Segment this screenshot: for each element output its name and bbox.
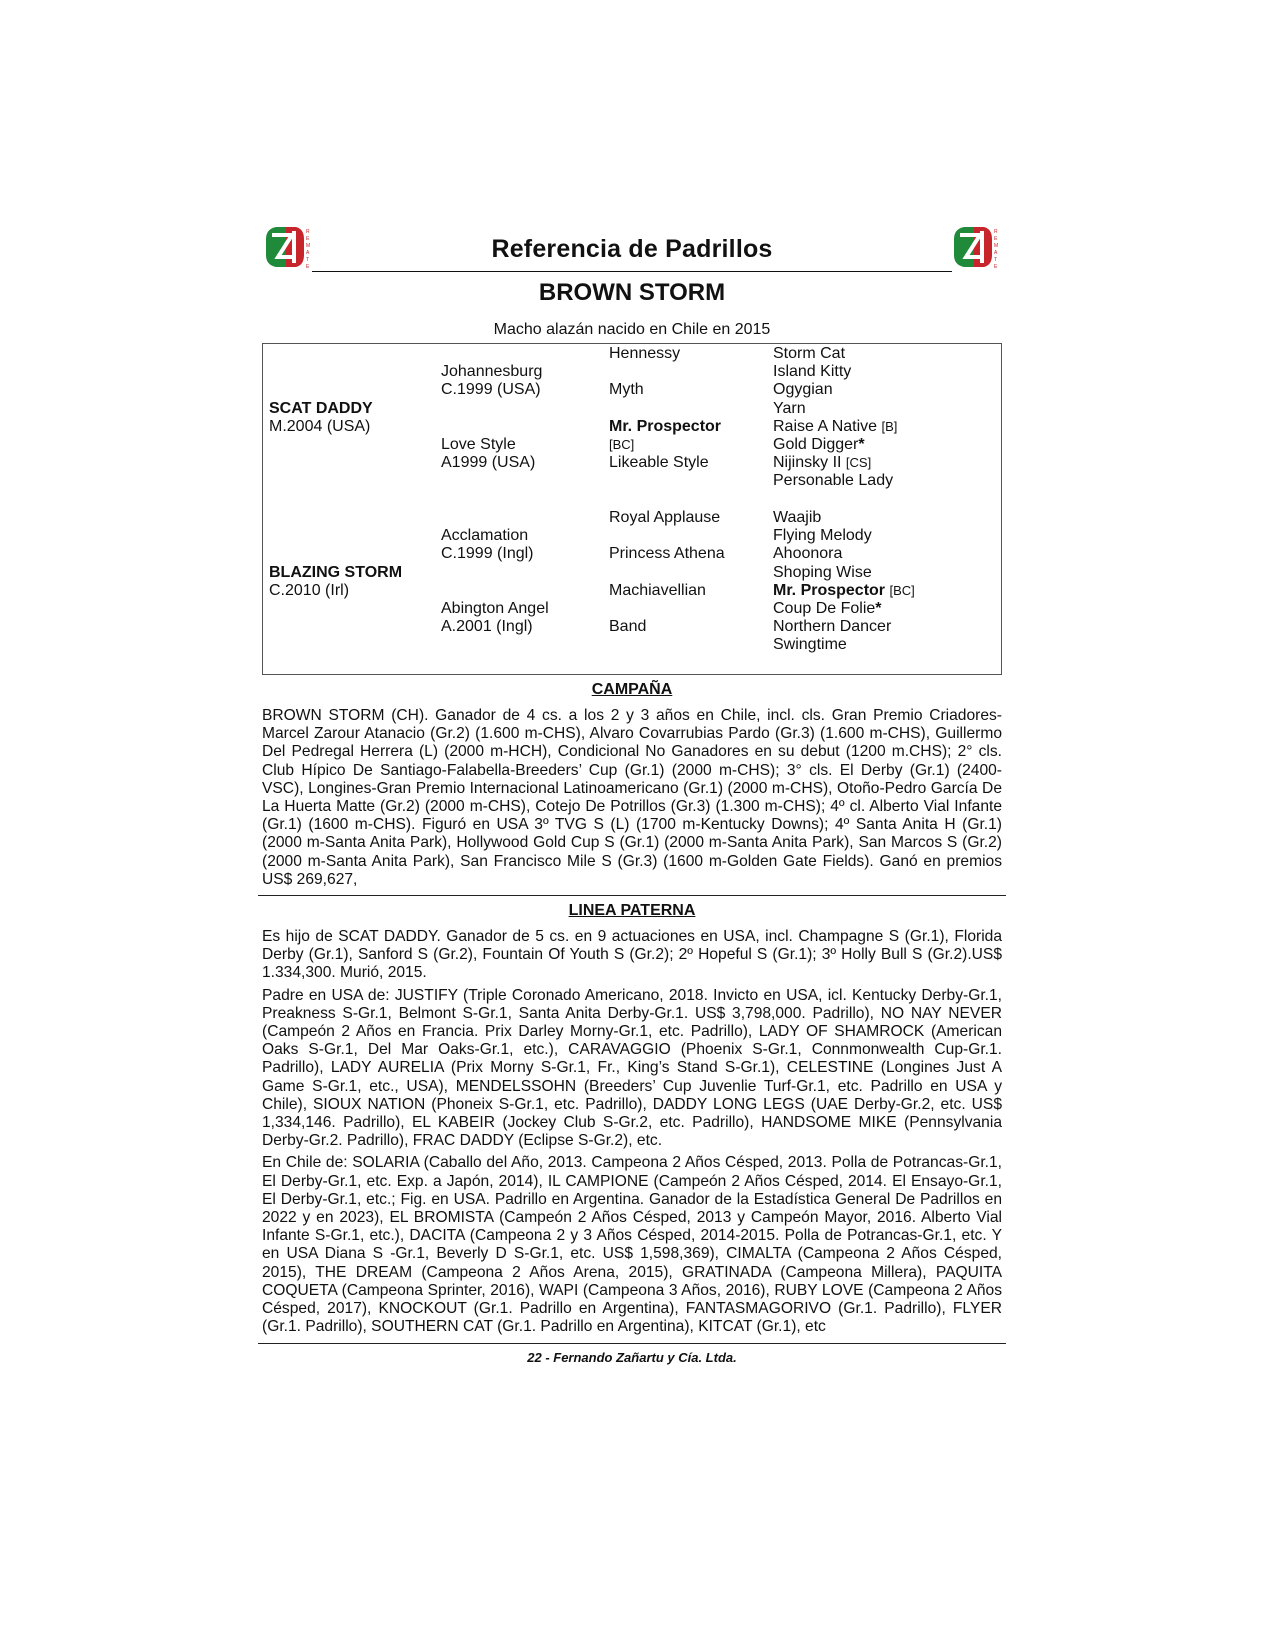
dam-dam-info: A.2001 (Ingl): [441, 618, 533, 635]
gen4-11: Ahoonora: [773, 545, 843, 562]
svg-text:E: E: [994, 264, 998, 270]
gen3-4: Likeable Style: [609, 454, 709, 471]
gen3-2: Myth: [609, 381, 644, 398]
pedigree-table: [262, 343, 1002, 675]
gen4-13-note: [BC]: [889, 583, 915, 598]
gen3-8: Band: [609, 618, 647, 635]
sire-dam-name: Love Style: [441, 436, 516, 453]
gen3-1: Hennessy: [609, 345, 681, 362]
gen4-8: Personable Lady: [773, 472, 894, 489]
gen4-7: Nijinsky II: [773, 454, 842, 471]
zj-remates-logo: [950, 223, 1002, 271]
svg-text:T: T: [994, 257, 998, 263]
svg-text:T: T: [306, 257, 310, 263]
paternal-line-heading: LINEA PATERNA: [568, 902, 696, 920]
svg-text:E: E: [306, 264, 310, 270]
gen4-9: Waajib: [773, 509, 822, 526]
page-title: Referencia de Padrillos: [491, 235, 773, 263]
gen4-3: Ogygian: [773, 381, 833, 398]
gen3-7: Machiavellian: [609, 582, 706, 599]
gen4-10: Flying Melody: [773, 527, 872, 544]
campaign-text: BROWN STORM (CH). Ganador de 4 cs. a los 2 y 3 años en Chile, incl. cls. Gran Premio Criadores-Marcel Zarour Atanacio (Gr.2) (1.600 m-CHS), Alvaro Covarrubias Pardo (Gr.3) (1.600 m-CHS), Guillermo Del Pedregal Herrera (L) (2000 m-HCH), Condicional No Ganadores en su debut (1200 m.CHS); 2° cls. Club Hípico De Santiago-Falabella-Breeders’ Cup (Gr.1) (2000 m-CHS); 3° cls. El Derby (Gr.1) (2400-VSC), Longines-Gran Premio Internacional Latinoamericano (Gr.1) (2000 m-CHS), Otoño-Pedro García De La Huerta Matte (Gr.2) (2000 m-CHS), Cotejo De Potrillos (Gr.3) (1.300 m-CHS); 4º cl. Alberto Vial Infante (Gr.1) (1600 m-CHS). Figuró en USA 3º TVG S (L) (1700 m-Kentucky Downs); 4º Santa Anita H (Gr.1) (2000 m-Santa Anita Park), Hollywood Gold Cup S (Gr.1) (2000 m-Santa Anita Park), San Marcos S (Gr.2) (2000 m-Santa Anita Park), San Francisco Mile S (Gr.3) (1600 m-Golden Gate Fields). Ganó en premios US$ 269,627,: [262, 707, 1002, 888]
horse-name: BROWN STORM: [538, 279, 726, 306]
gen4-12: Shoping Wise: [773, 564, 872, 581]
dam-sire-name: Acclamation: [441, 527, 529, 544]
document-page: [262, 215, 1002, 1365]
dam-sire-info: C.1999 (Ingl): [441, 545, 534, 562]
svg-text:R: R: [306, 229, 310, 235]
sire-info: M.2004 (USA): [269, 418, 371, 435]
gen4-1: Storm Cat: [773, 345, 846, 362]
gen4-14-mark: *: [875, 600, 882, 617]
svg-text:R: R: [994, 229, 998, 235]
gen4-13: Mr. Prospector: [773, 582, 886, 599]
page-footer: 22 - Fernando Zañartu y Cía. Ltda.: [527, 1349, 737, 1365]
gen4-15: Northern Dancer: [773, 618, 892, 635]
gen4-6: Gold Digger: [773, 436, 859, 453]
gen3-3: Mr. Prospector: [609, 418, 722, 435]
svg-text:M: M: [306, 243, 311, 249]
gen3-5: Royal Applause: [609, 509, 721, 526]
header-rule: [312, 271, 952, 272]
gen4-6-mark: *: [858, 436, 865, 453]
gen4-7-note: [CS]: [845, 455, 872, 470]
svg-text:A: A: [994, 250, 998, 256]
svg-text:M: M: [994, 243, 999, 249]
paternal-chile-progeny-text: En Chile de: SOLARIA (Caballo del Año, 2013. Campeona 2 Años Césped, 2013. Polla de Potrancas-Gr.1, El Derby-Gr.1, etc. Exp. a Japón, 2014), IL CAMPIONE (Campeón 2 Años Césped, 2014. El Ensayo-Gr.1, El Derby-Gr.1, etc.; Fig. en USA. Padrillo en Argentina. Ganador de la Estadística General De Padrillos en 2022 y en 2023), EL BROMISTA (Campeón 2 Años Césped, 2013 y Campeón Mayor, 2016. Alberto Vial Infante S-Gr.1, etc.), DACITA (Campeona 2 y 3 Años Césped, 2014-2015. Polla de Potrancas-Gr.1, etc. Y en USA Diana S -Gr.1, Beverly D S-Gr.1, etc. US$ 1,598,369), CIMALTA (Campeona 2 Años Césped, 2015), THE DREAM (Campeona 2 Años Arena, 2015), GRATINADA (Campeona Millera), PAQUITA COQUETA (Campeona Sprinter, 2016), WAPI (Campeona 3 Años, 2016), RUBY LOVE (Campeona 2 Años Césped, 2017), KNOCKOUT (Gr.1. Padrillo en Argentina), FANTASMAGORIVO (Gr.1. Padrillo), FLYER (Gr.1. Padrillo), SOUTHERN CAT (Gr.1. Padrillo en Argentina), KITCAT (Gr.1), etc: [262, 1154, 1002, 1336]
svg-text:A: A: [306, 250, 310, 256]
gen4-5: Raise A Native: [773, 418, 878, 435]
sire-sire-info: C.1999 (USA): [441, 381, 541, 398]
gen3-6: Princess Athena: [609, 545, 725, 562]
dam-info: C.2010 (Irl): [269, 582, 350, 599]
gen4-2: Island Kitty: [773, 363, 852, 380]
svg-text:E: E: [994, 236, 998, 242]
paternal-sire-text: Es hijo de SCAT DADDY. Ganador de 5 cs. en 9 actuaciones en USA, incl. Champagne S (Gr.1), Florida Derby (Gr.1), Sanford S (Gr.2), Fountain Of Youth S (Gr.2); 2º Hopeful S (Gr.1); 3º Holly Bull S (Gr.2).US$ 1.334,300. Murió, 2015.: [262, 928, 1002, 982]
dam-name: BLAZING STORM: [269, 564, 403, 581]
sire-dam-info: A1999 (USA): [441, 454, 536, 471]
sire-name: SCAT DADDY: [269, 400, 373, 417]
campaign-heading: CAMPAÑA: [591, 681, 673, 698]
gen4-16: Swingtime: [773, 636, 847, 653]
page-header: [262, 215, 1002, 275]
horse-description: Macho alazán nacido en Chile en 2015: [493, 321, 771, 338]
svg-text:E: E: [306, 236, 310, 242]
gen4-4: Yarn: [773, 400, 806, 417]
gen4-5-note: [B]: [881, 419, 898, 434]
divider: [258, 895, 1006, 896]
sire-sire-name: Johannesburg: [441, 363, 543, 380]
gen3-3-note: [BC]: [609, 437, 635, 452]
paternal-usa-progeny-text: Padre en USA de: JUSTIFY (Triple Coronado Americano, 2018. Invicto en USA, icl. Kentucky Derby-Gr.1, Preakness S-Gr.1, Belmont S-Gr.1, Santa Anita Derby-Gr.1. US$ 3,798,000. Padrillo), NO NAY NEVER (Campeón 2 Años en Francia. Prix Darley Morny-Gr.1, etc. Padrillo), LADY OF SHAMROCK (American Oaks S-Gr.1, Del Mar Oaks-Gr.1, etc.), CARAVAGGIO (Phoenix S-Gr.1, Connmonwealth Cup-Gr.1. Padrillo), LADY AURELIA (Prix Morny S-Gr.1, Fr., King’s Stand S-Gr.1), CELESTINE (Longines Just A Game S-Gr.1, etc., USA), MENDELSSOHN (Breeders’ Cup Juvenlie Turf-Gr.1, etc. Padrillo en USA y Chile), SIOUX NATION (Phoneix S-Gr.1, etc. Padrillo), DADDY LONG LEGS (UAE Derby-Gr.2, etc. US$ 1,334,146. Padrillo), EL KABEIR (Jockey Club S-Gr.2, etc. Padrillo), HANDSOME MIKE (Pennsylvania Derby-Gr.2. Padrillo), FRAC DADDY (Eclipse S-Gr.2), etc.: [262, 986, 1002, 1150]
dam-dam-name: Abington Angel: [441, 600, 549, 617]
gen4-14: Coup De Folie: [773, 600, 876, 617]
divider: [258, 1343, 1006, 1344]
